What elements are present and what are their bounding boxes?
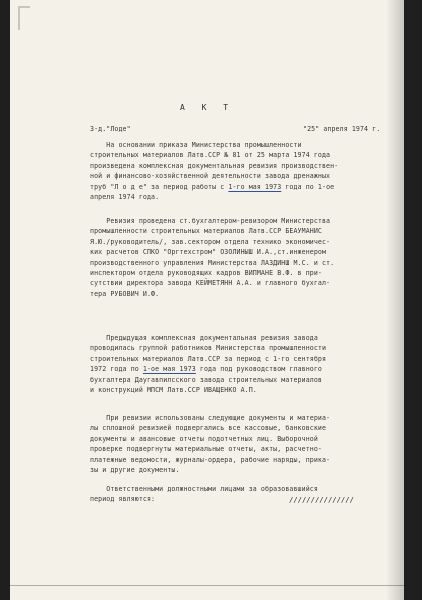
paragraph-2: [90, 216, 386, 299]
text-line: ной и финансово-хозяйственной деятельности завода дренажных: [90, 172, 331, 181]
text-line: строительных материалов Латв.ССР № 81 от 25 марта 1974 года: [90, 151, 331, 160]
page-edge-shadow: [386, 0, 404, 600]
document-title: А К Т: [179, 103, 235, 112]
paragraph-4: [90, 413, 386, 475]
text-line: проверке подвергнуты материальные отчеты, акты, расчетно-: [90, 445, 322, 454]
text-line: производственного управления Министерства ЛАЗДИНШ М.С. и ст.: [90, 258, 335, 267]
text-line: зы и другие документы.: [90, 466, 180, 475]
text-line: строительных материалов Латв.ССР за период с 1-го сентября: [90, 354, 327, 363]
text-line: проводилась группой работников Министерства промышленности: [90, 344, 327, 353]
text-line: период являются:: [90, 495, 156, 504]
text-line: ких расчетов СПКО "Оргтехстром" ОЗОЛИНЫШ И.А.,ст.инженером: [90, 248, 327, 257]
text-line: документы и авансовые отчеты подотчетных лиц. Выборочной: [90, 434, 318, 443]
page-bottom-rule: [10, 585, 404, 586]
underlined-date: 1-ое мая 1973: [142, 365, 196, 374]
text-line: Ответственными должностными лицами за образовавшийся: [90, 485, 318, 493]
paragraph-3: [90, 333, 386, 395]
text-line: платежные ведомости, журналы-ордера, рабочие наряды, прика-: [90, 455, 331, 464]
text-line: инспектором отдела руководящих кадров ВИПМАНЕ В.Ф. в при-: [90, 269, 322, 278]
text-line: труб "Л о д е" за период работы с 1-го мая 1973 года по 1-ое: [90, 182, 335, 191]
place-label: З-д."Лоде": [90, 125, 131, 133]
underlined-date: 1-го мая 1973: [228, 182, 282, 191]
text-line: произведена комплексная документальная ревизия производствен-: [90, 161, 339, 170]
text-line: Я.Ю./руководитель/, зав.сектором отдела технико экономичес-: [90, 237, 331, 246]
text-line: Ревизия проведена ст.бухгалтером-ревизором Министерства: [90, 217, 331, 225]
text-line: и конструкций МПСМ Латв.ССР ИВАЩЕНКО А.П.: [90, 386, 257, 395]
binding-mark: [18, 6, 30, 30]
text-line: апреля 1974 года.: [90, 193, 160, 202]
text-line: тера РУБОВИЧ И.Ф.: [90, 289, 160, 298]
text-line: На основании приказа Министерства промышленности: [90, 141, 302, 149]
text-line: промышленности строительных материалов Латв.ССР БЕАУМАНИС: [90, 227, 322, 236]
text-line: лы сплошной ревизией подвергались все кассовые, банковские: [90, 424, 327, 433]
slash-filler: ///////////////: [289, 495, 354, 504]
text-line: Предыдущая комплексная документальная ревизия завода: [90, 334, 318, 342]
text-line: сутствии директора завода КЕЙМЕТЯНН А.А. и главного бухгал-: [90, 279, 331, 288]
text-line: бухгалтера Даугавпилсского завода строительных материалов: [90, 375, 322, 384]
text-line: 1972 года по 1-ое мая 1973 года под руководством главного: [90, 365, 323, 374]
document-page: [10, 0, 404, 600]
text-line: При ревизии использованы следующие документы и материа-: [90, 414, 331, 422]
paragraph-1: [90, 140, 386, 202]
document-date: "25" апреля 1974 г.: [303, 125, 381, 133]
